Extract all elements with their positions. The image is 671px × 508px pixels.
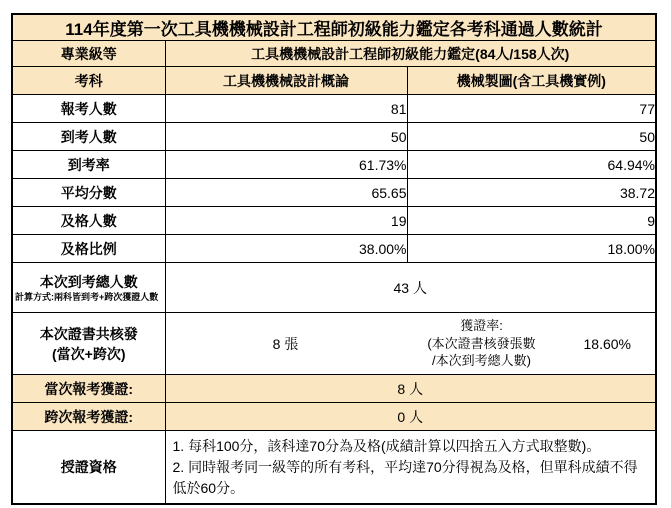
row-label: 平均分數 [12,179,165,207]
subject-label: 考科 [12,67,165,95]
table-row-current-session [12,375,656,403]
certificates-rate-value: 18.60% [583,335,631,352]
table-row-passed-count [12,207,656,235]
value-subject-1: 19 [165,207,407,235]
certificates-label-line1: 本次證書共核發 [39,325,138,342]
certificates-label-cell [12,313,165,375]
table-row-total-attended [12,263,656,313]
row-label: 及格比例 [12,235,165,263]
cross-session-value: 0 人 [165,403,656,431]
value-subject-1: 81 [165,95,407,123]
certificates-label-line2: (當次+跨次) [52,345,126,362]
value-subject-1: 50 [165,123,407,151]
value-subject-1: 61.73% [165,151,407,179]
table-row-pass-ratio [12,235,656,263]
row-label: 到考率 [12,151,165,179]
certificates-value-cell [165,313,656,375]
current-session-label: 當次報考獲證: [12,375,165,403]
current-session-value: 8 人 [165,375,656,403]
certificates-rate-formula [406,317,558,370]
exam-statistics-table [11,13,657,505]
subject-header-row [12,67,656,95]
title-row [12,14,656,41]
table-row-attendance-rate [12,151,656,179]
table-row-attended [12,123,656,151]
value-subject-1: 65.65 [165,179,407,207]
rate-formula-line2: /本次到考總人數) [432,353,531,369]
qualification-rule-1: 1. 每科100分，該科達70分為及格(成績計算以四捨五入方式取整數)。 [172,437,601,454]
value-subject-2: 50 [407,123,656,151]
level-label: 專業級等 [12,41,165,67]
table-row-qualification [12,431,656,505]
level-row [12,41,656,67]
value-subject-2: 9 [407,207,656,235]
cross-session-label: 跨次報考獲證: [12,403,165,431]
row-label: 到考人數 [12,123,165,151]
level-value: 工具機機械設計工程師初級能力鑑定(84人/158人次) [165,41,656,67]
table-row-cross-session [12,403,656,431]
value-subject-1: 38.00% [165,235,407,263]
table-row-certificates [12,313,656,375]
rate-title: 獲證率: [460,318,503,334]
qualification-rule-2: 2. 同時報考同一級等的所有考科，平均達70分得視為及格，但單科成績不得低於60分。 [172,458,638,496]
value-subject-2: 77 [407,95,656,123]
subject-1-header: 工具機機械設計概論 [165,67,407,95]
table-row-registered [12,95,656,123]
table-row-average-score [12,179,656,207]
value-subject-2: 38.72 [407,179,656,207]
qualification-text-cell [165,431,656,505]
value-subject-2: 64.94% [407,151,656,179]
certificates-count: 8 張 [272,335,299,352]
qualification-label: 授證資格 [12,431,165,505]
rate-formula-line1: (本次證書核發張數 [427,335,536,351]
total-attended-label: 本次到考總人數 [39,274,138,291]
value-subject-2: 18.00% [407,235,656,263]
page-title: 114年度第一次工具機機械設計工程師初級能力鑑定各考科通過人數統計 [12,14,656,41]
total-attended-note: 計算方式:兩科皆到考+跨次獲證人數 [15,292,159,303]
row-label: 及格人數 [12,207,165,235]
row-label: 報考人數 [12,95,165,123]
subject-2-header: 機械製圖(含工具機實例) [407,67,656,95]
total-attended-label-cell [12,263,165,313]
total-attended-value: 43 人 [165,263,656,313]
